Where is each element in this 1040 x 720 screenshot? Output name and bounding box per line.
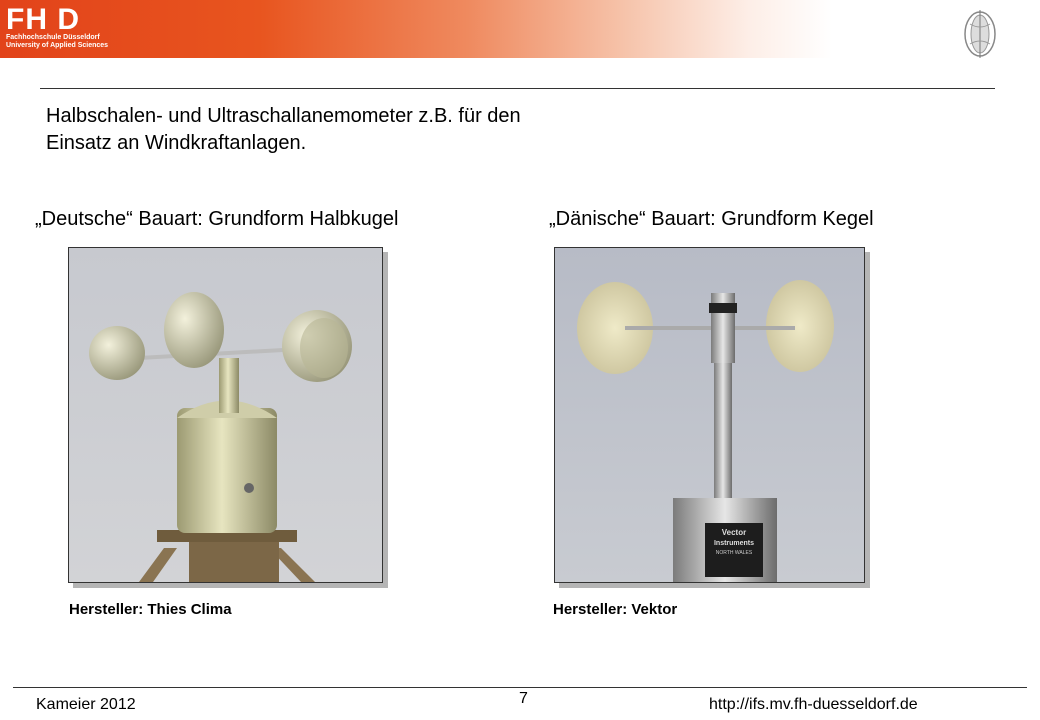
footer-page-number: 7	[519, 690, 528, 707]
header-band	[0, 0, 1040, 58]
cup-anemometer-conical-photo	[555, 248, 864, 582]
heading-german-type: „Deutsche“ Bauart: Grundform Halbkugel	[35, 208, 399, 230]
fh-logo	[6, 3, 109, 50]
university-seal-icon	[958, 4, 998, 60]
photo-label-line3: NORTH WALES	[715, 550, 753, 556]
intro-text	[46, 103, 521, 157]
manufacturer-left: Hersteller: Thies Clima	[69, 601, 232, 618]
photo-danish-anemometer	[554, 247, 865, 583]
photo-label-line2: Instruments	[713, 540, 755, 547]
cup-anemometer-hemispherical-photo	[69, 248, 382, 582]
photo-label-line1: Vector	[721, 528, 747, 537]
logo-line1: Fachhochschule Düsseldorf	[6, 34, 100, 41]
photo-german-anemometer	[68, 247, 383, 583]
logo-mark: FH D	[6, 3, 80, 36]
intro-line2: Einsatz an Windkraftanlagen.	[46, 132, 307, 154]
heading-danish-type: „Dänische“ Bauart: Grundform Kegel	[549, 208, 874, 230]
manufacturer-right: Hersteller: Vektor	[553, 601, 678, 618]
logo-line2: University of Applied Sciences	[6, 42, 109, 49]
bottom-divider	[13, 687, 1027, 688]
footer-author: Kameier 2012	[36, 696, 136, 713]
top-divider	[40, 88, 995, 89]
intro-line1: Halbschalen- und Ultraschallanemometer z.B. für den	[46, 105, 521, 127]
footer-url: http://ifs.mv.fh-duesseldorf.de	[709, 696, 918, 713]
